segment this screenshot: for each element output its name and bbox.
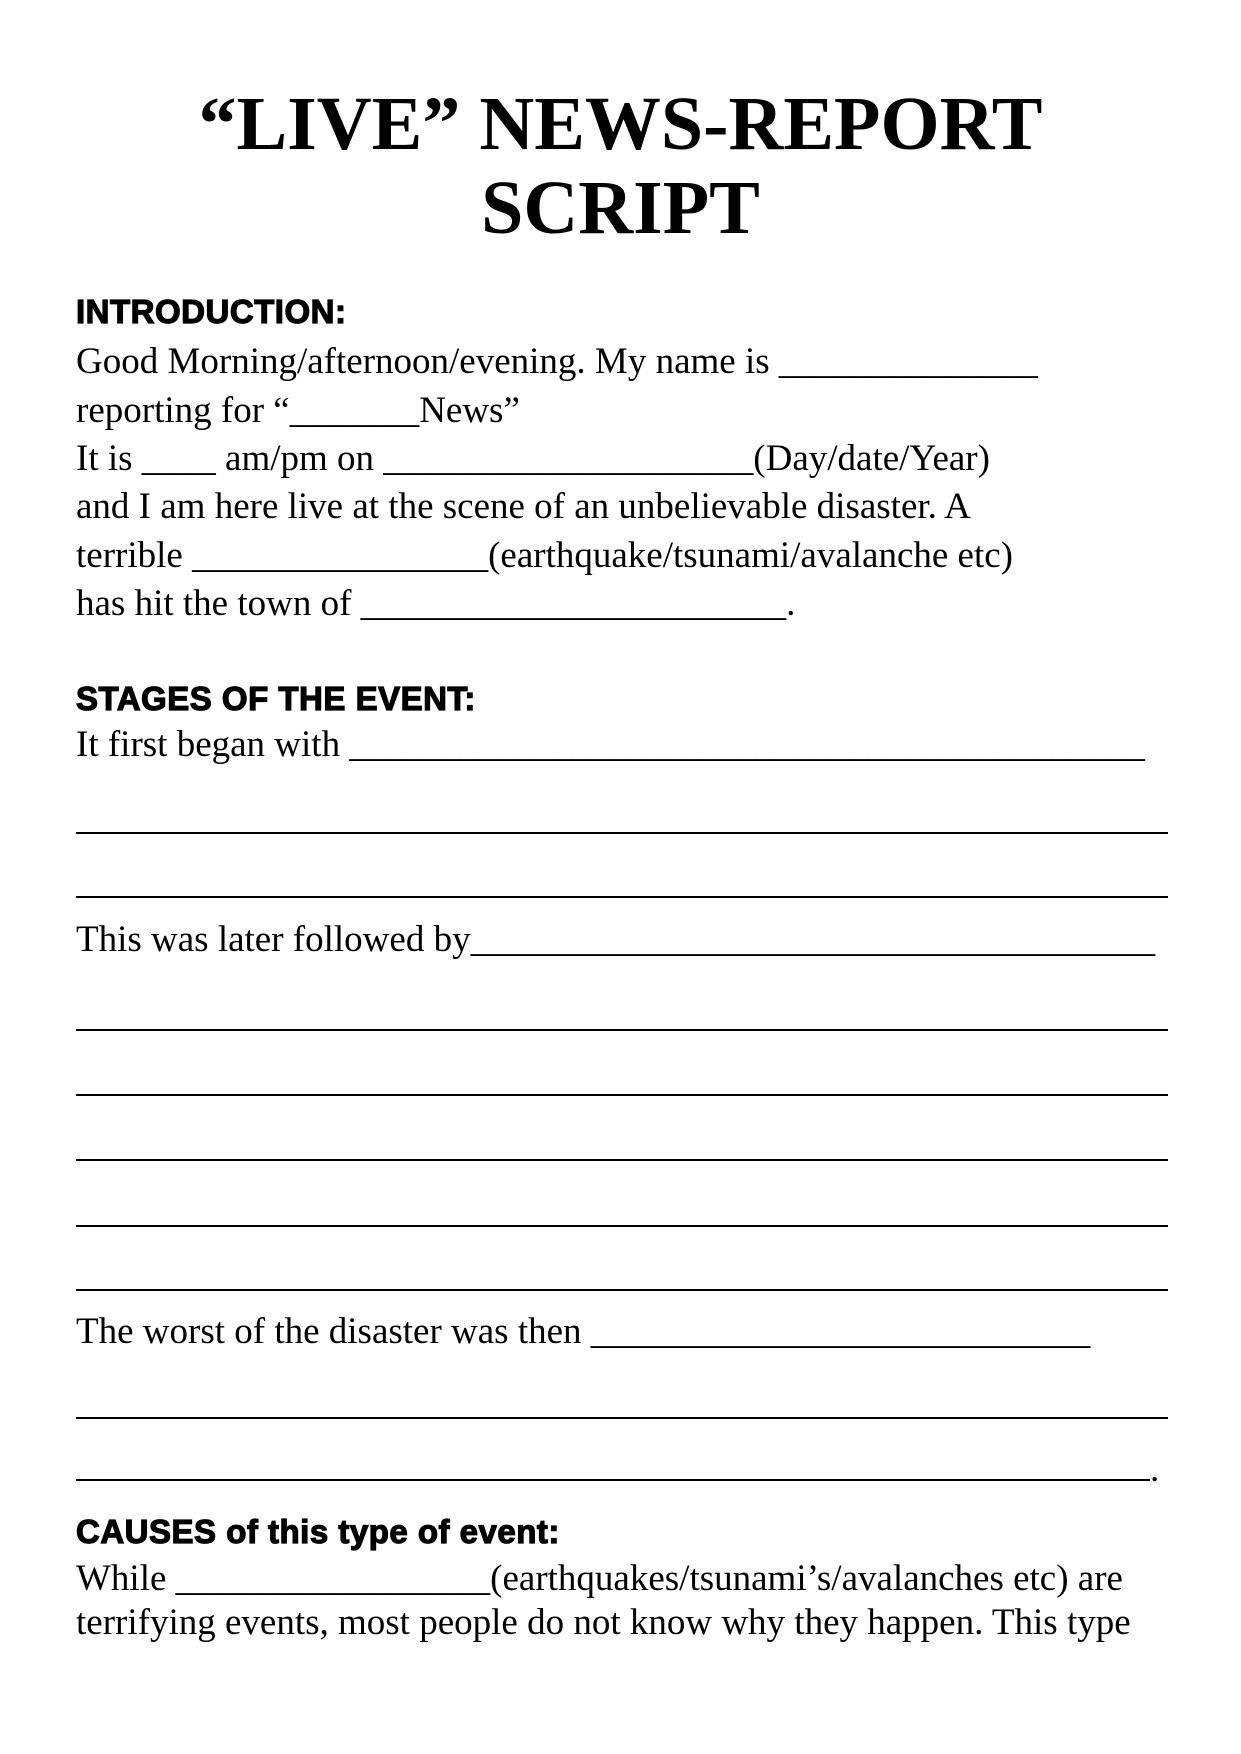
- causes-line-2: terrifying events, most people do not know why they happen. This type: [76, 1602, 1131, 1643]
- intro-line-4: and I am here live at the scene of an unbelievable disaster. A: [76, 486, 971, 527]
- stages-worst-line: The worst of the disaster was then ___________________________: [76, 1311, 1091, 1352]
- writing-line[interactable]: [76, 1289, 1168, 1291]
- intro-line-1: Good Morning/afternoon/evening. My name is ______________: [76, 341, 1038, 382]
- introduction-heading: INTRODUCTION:: [76, 293, 347, 330]
- intro-line-5: terrible ________________(earthquake/tsunami/avalanche etc): [76, 535, 1013, 576]
- writing-line[interactable]: [76, 1225, 1168, 1227]
- intro-line-2: reporting for “_______News”: [76, 390, 520, 431]
- stages-heading: STAGES OF THE EVENT:: [76, 680, 476, 717]
- page-title-line-1: “LIVE” NEWS-REPORT: [198, 82, 1043, 166]
- final-period: .: [1150, 1449, 1160, 1490]
- intro-line-6: has hit the town of _______________________.: [76, 583, 796, 624]
- writing-line[interactable]: [76, 1094, 1168, 1096]
- stages-later-line: This was later followed by_____________________________________: [76, 919, 1156, 960]
- writing-line[interactable]: [76, 832, 1168, 834]
- writing-line[interactable]: [76, 1029, 1168, 1031]
- writing-line[interactable]: [76, 1159, 1168, 1161]
- causes-line-1: While _________________(earthquakes/tsunami’s/avalanches etc) are: [76, 1558, 1123, 1599]
- page-title-line-2: SCRIPT: [481, 166, 760, 250]
- intro-line-3: It is ____ am/pm on ____________________(Day/date/Year): [76, 438, 990, 479]
- stages-first-line: It first began with ___________________________________________: [76, 724, 1145, 765]
- writing-line[interactable]: [76, 1417, 1168, 1419]
- writing-line[interactable]: [76, 1479, 1150, 1481]
- causes-heading: CAUSES of this type of event:: [76, 1513, 560, 1550]
- writing-line[interactable]: [76, 896, 1168, 898]
